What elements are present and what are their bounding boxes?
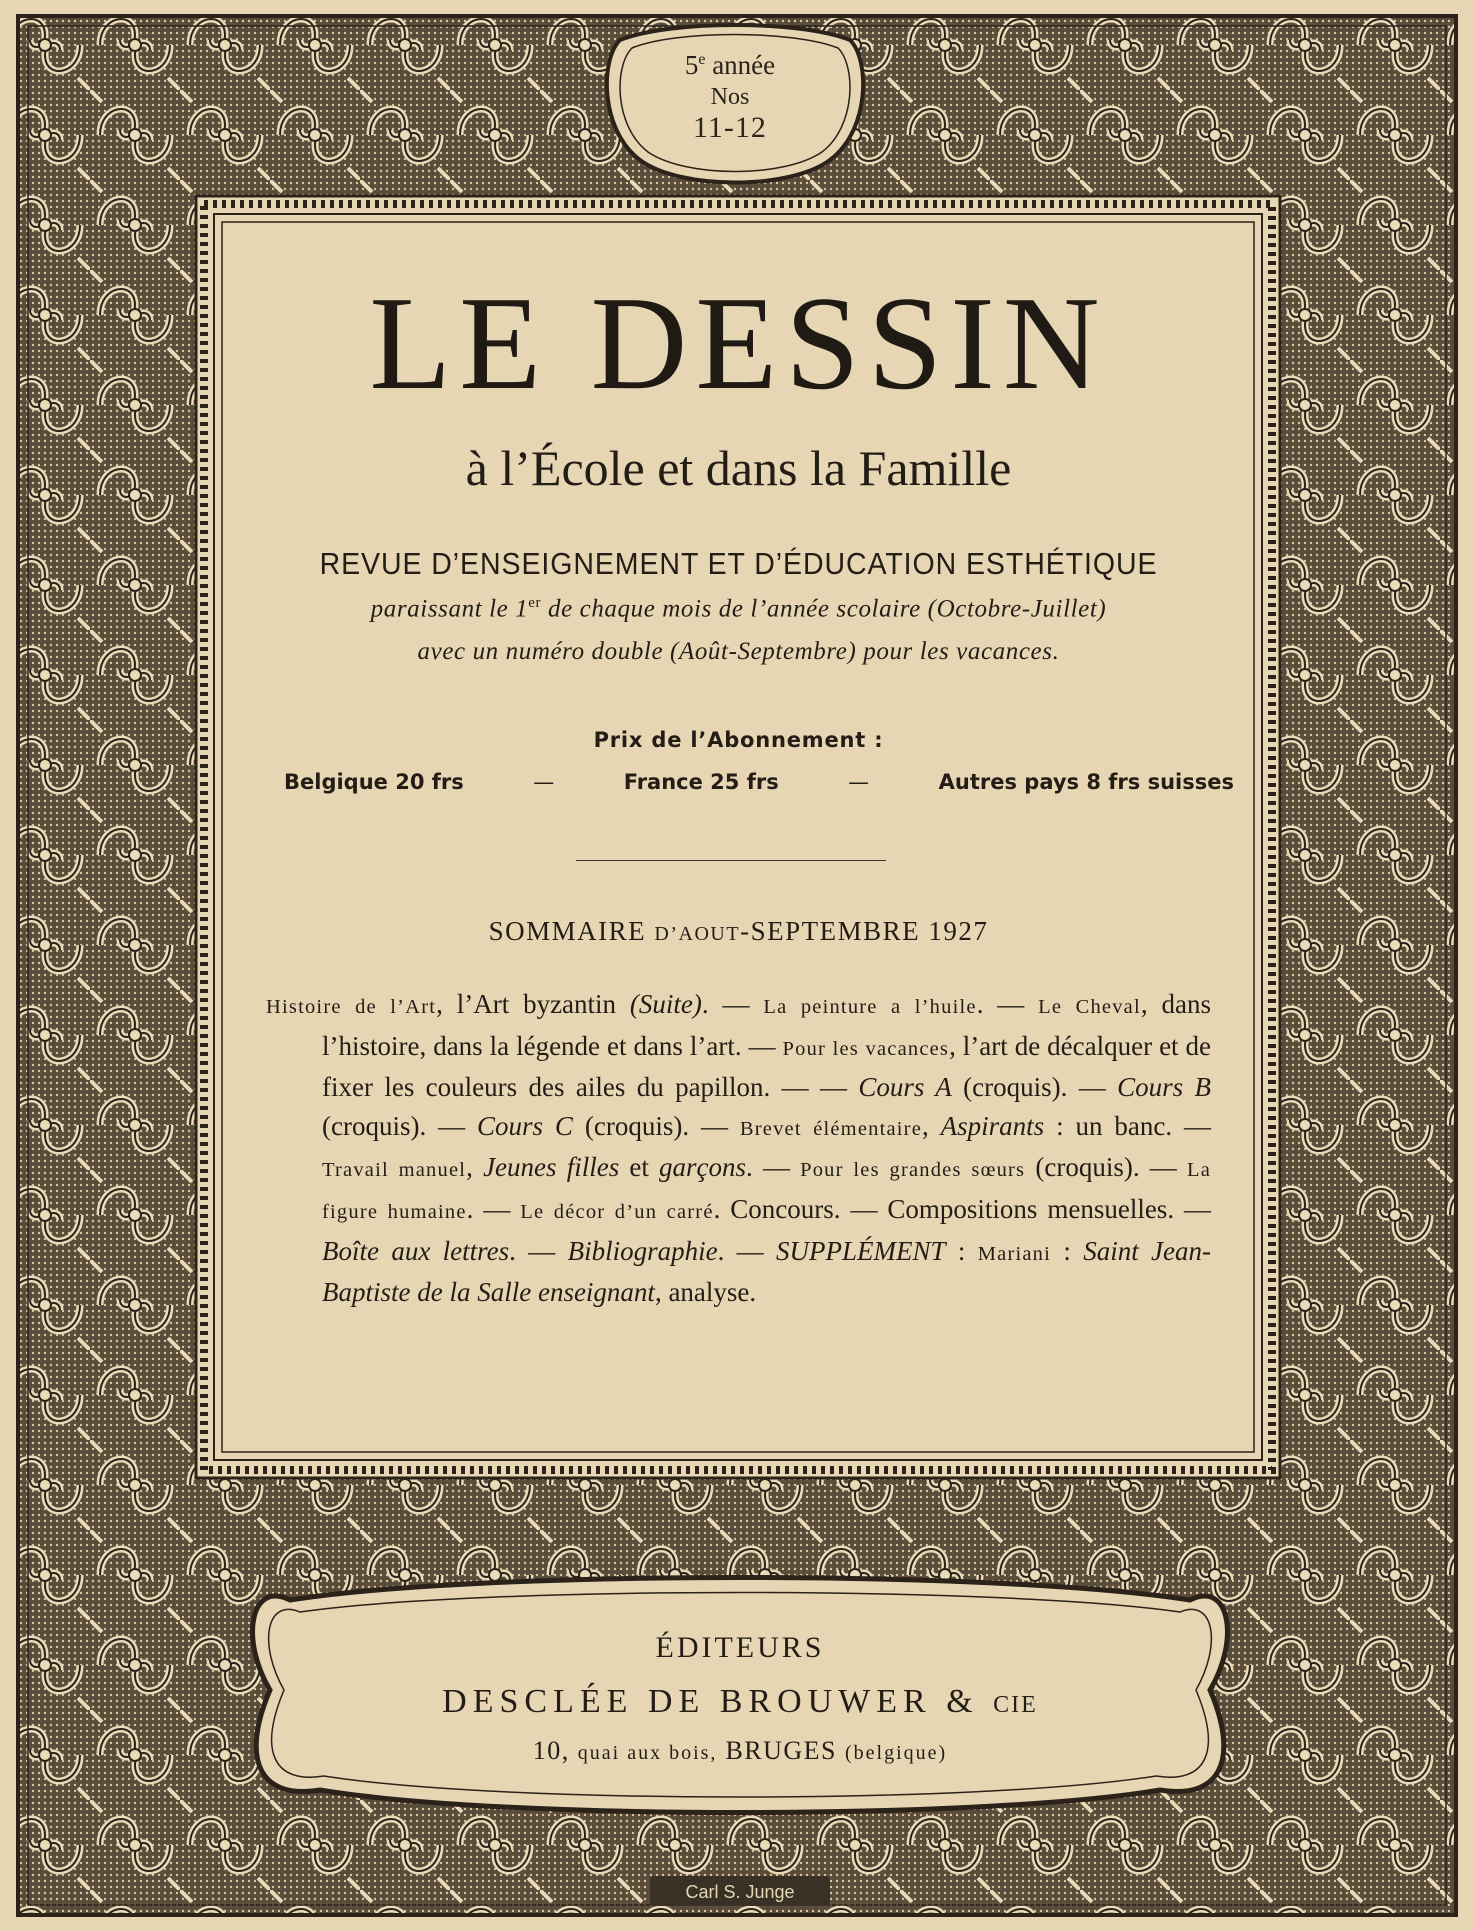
price-separator: — [533,770,555,794]
title-panel [226,228,1251,1464]
publisher-address: 10, quai aux bois, BRUGES (belgique) [532,1736,948,1765]
sommaire-contents: Histoire de l’Art, l’Art byzantin (Suite). — La peinture a l’huile. — Le Cheval, dans l’histoire, dans la légende et dans l’art. — Pour les vacances, l’art de décalquer et de fixer les couleurs des ailes du papillon. — — Cours A (croquis). — Cours B (croquis). — Cours C (croquis). — Brevet élémentaire, Aspirants : un banc. — Travail manuel, Jeunes filles et garçons. — Pour les grandes sœurs (croquis). — La figure humaine. — Le décor d’un carré. Concours. — Compositions mensuelles. — Boîte aux lettres. — Bibliographie. — SUPPLÉMENT : Mariani : Saint Jean-Baptiste de la Salle enseignant, analyse. [266,989,1212,1308]
divider [576,860,886,861]
periodicity-line-1: paraissant le 1er de chaque mois de l’année scolaire (Octobre-Juillet) [370,595,1107,623]
price-france: France 25 frs [623,770,779,794]
issue-year: 5e année [684,50,776,80]
price-autres: Autres pays 8 frs suisses [938,770,1234,794]
publisher-label: ÉDITEURS [655,1631,825,1664]
subscription-title: Prix de l’Abonnement : [593,728,884,752]
price-separator: — [848,770,870,794]
price-belgique: Belgique 20 frs [284,770,464,794]
issue-numbers: 11-12 [693,111,767,144]
revue-line: REVUE D’ENSEIGNEMENT ET D’ÉDUCATION ESTHÉTIQUE [319,546,1158,581]
magazine-title: LE DESSIN [369,269,1108,417]
magazine-subtitle: à l’École et dans la Famille [465,440,1012,496]
sommaire-title: SOMMAIRE D’AOUT-SEPTEMBRE 1927 [488,916,989,946]
issue-nos-label: Nos [710,84,750,110]
subscription-prices [284,772,1234,793]
engraver-signature: Carl S. Junge [685,1882,795,1902]
publisher-name: DESCLÉE DE BROUWER & CIE [442,1683,1038,1720]
periodicity-line-2: avec un numéro double (Août-Septembre) pour les vacances. [417,638,1060,665]
issue-cartouche [640,52,820,143]
